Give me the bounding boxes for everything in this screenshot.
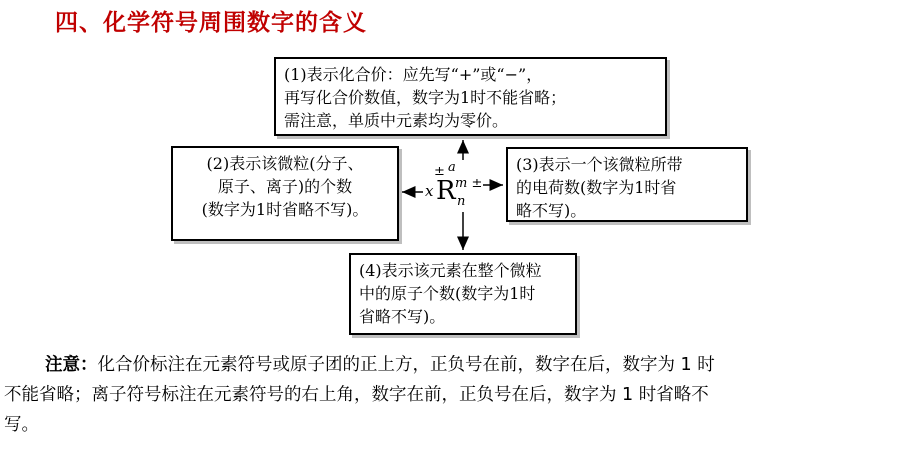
box-line: (数字为1时省略不写)。 (201, 200, 369, 219)
box-line: (3)表示一个该微粒所带 (516, 155, 683, 174)
symbol-charge: m ± (455, 176, 483, 191)
box-line: (4)表示该元素在整个微粒 (359, 261, 542, 280)
section-title: 四、化学符号周围数字的含义 (55, 10, 367, 36)
symbol-coefficient: x (425, 182, 434, 200)
particle-count-box (171, 146, 399, 241)
symbol-element: R (436, 176, 456, 206)
note-label: 注意： (45, 355, 98, 375)
box-line: (2)表示该微粒(分子、 (206, 154, 364, 173)
symbol-sign-top: ± (434, 164, 445, 179)
symbol-subscript: n (457, 194, 466, 209)
note-text-1: 化合价标注在元素符号或原子团的正上方，正负号在前，数字在后，数字为 1 时 (97, 355, 715, 375)
note-line-2: 不能省略；离子符号标注在元素符号的右上角，数字在前，正负号在后，数字为 1 时省略不 (4, 385, 709, 405)
box-line: 原子、离子)的个数 (217, 177, 353, 196)
box-line: (1)表示化合价：应先写“+”或“−”， (284, 65, 543, 84)
charge-box (506, 147, 748, 222)
symbol-valence: a (448, 160, 456, 175)
box-line: 中的原子个数(数字为1时 (359, 284, 536, 303)
note-line-3: 写。 (4, 415, 39, 435)
box-line: 需注意，单质中元素均为零价。 (284, 111, 509, 130)
box-line: 省略不写)。 (359, 307, 446, 326)
box-line: 的电荷数(数字为1时省 (516, 178, 677, 197)
note-line-1 (0, 350, 900, 380)
note-paragraph (0, 350, 900, 440)
atom-count-box (349, 253, 577, 335)
box-line: 略不写)。 (516, 201, 587, 220)
box-line: 再写化合价数值，数字为1时不能省略； (284, 88, 567, 107)
valence-box (274, 57, 667, 136)
